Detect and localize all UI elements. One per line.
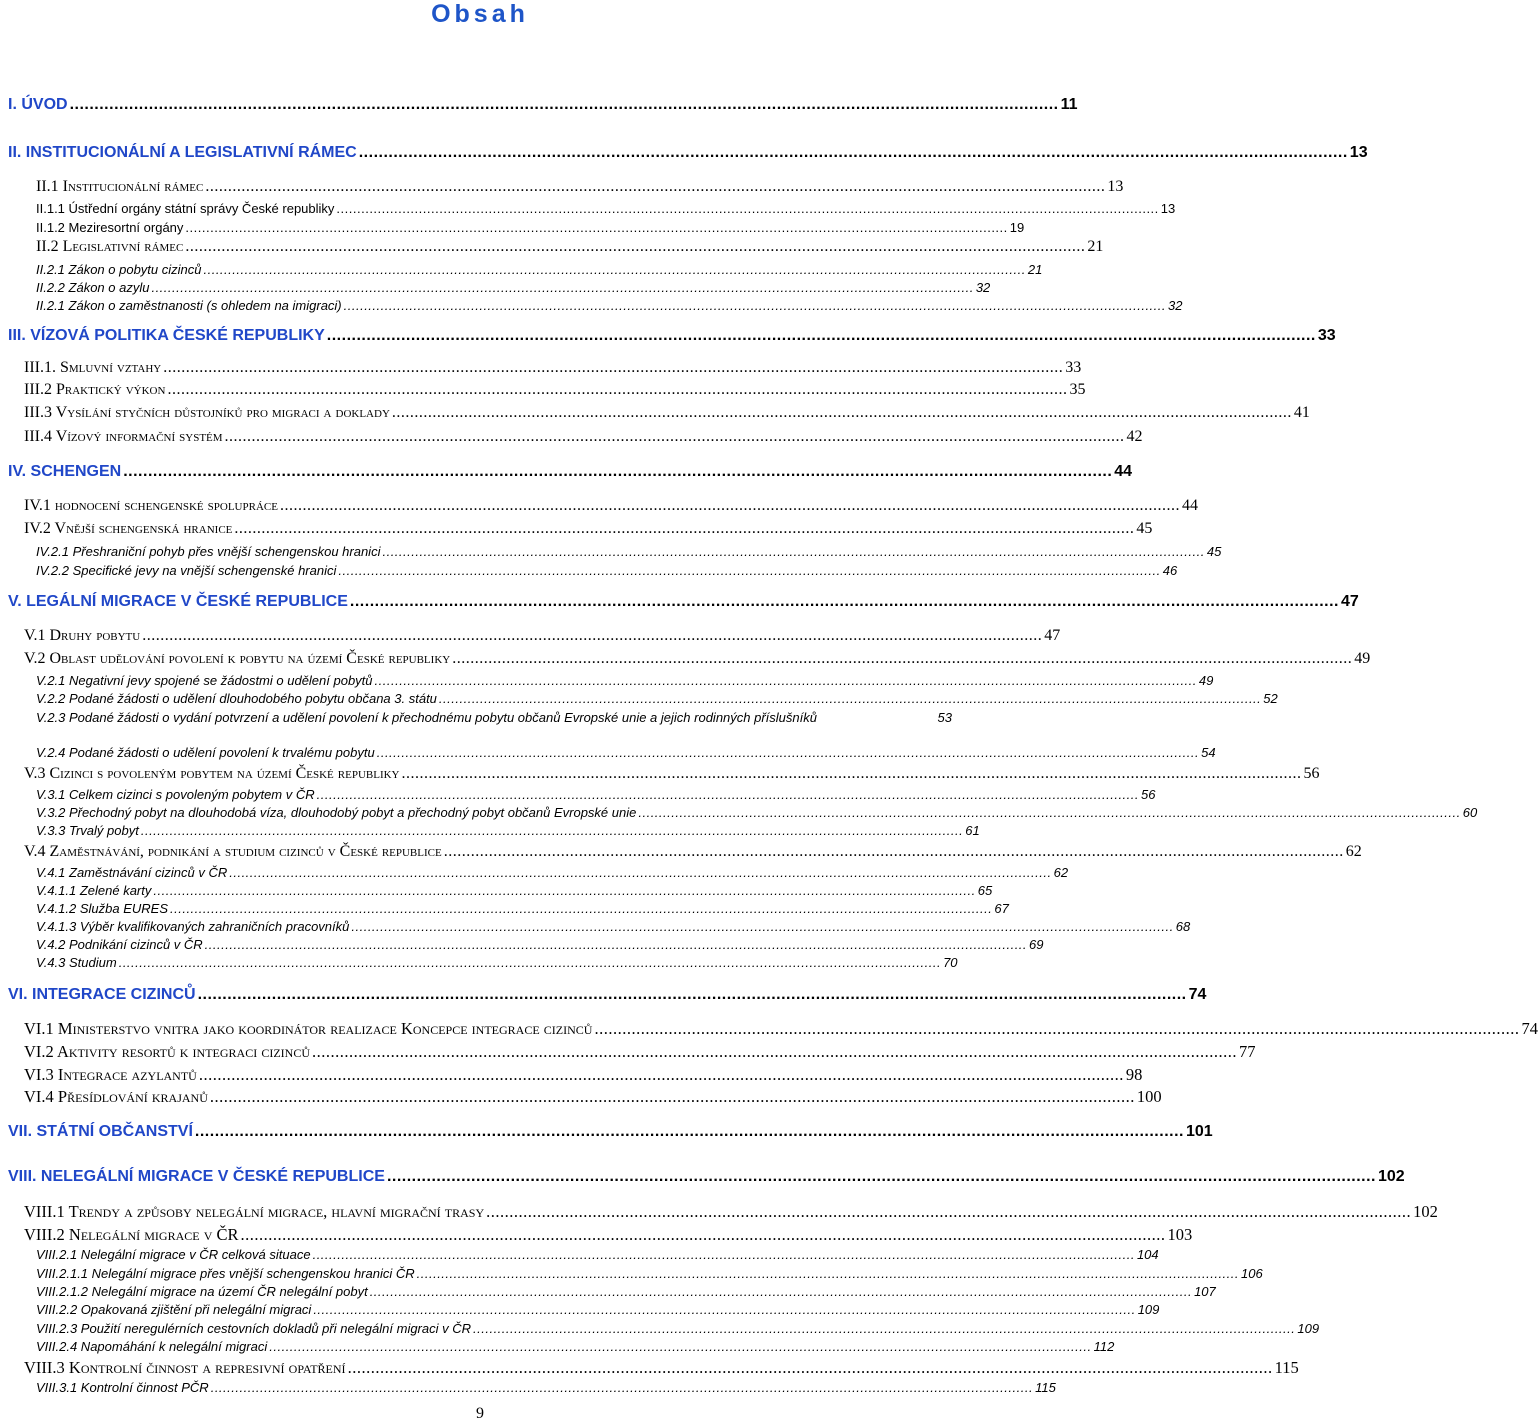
toc-section[interactable]: VI.1 Ministerstvo vnitra jako koordinátor realizace Koncepce integrace cizinců ........................................................................................................................................................................................................ 74 xyxy=(24,1019,1538,1038)
toc-subsection[interactable]: V.4.1.2 Služba EURES ........................................................................................................................................................................................................ 67 xyxy=(36,901,1009,916)
toc-page-number: 65 xyxy=(977,883,993,898)
toc-subsection[interactable]: V.2.2 Podané žádosti o udělení dlouhodobého pobytu občana 3. státu ........................................................................................................................................................................................................ 52 xyxy=(36,691,1278,706)
toc-label: VIII.2.1.2 Nelegální migrace na území ČR nelegální pobyt xyxy=(36,1284,368,1299)
toc-page-number: 68 xyxy=(1175,919,1191,934)
toc-chapter-2[interactable]: II. INSTITUCIONÁLNÍ A LEGISLATIVNÍ RÁMEC ........................................................................................................................................................................................................ 13 xyxy=(8,144,1368,161)
toc-label: V.4.1.1 Zelené karty xyxy=(36,883,152,898)
toc-label: VI. INTEGRACE CIZINCŮ xyxy=(8,986,196,1003)
toc-label: V.3.2 Přechodný pobyt na dlouhodobá víza, dlouhodobý pobyt a přechodný pobyt občanů Evropské unie xyxy=(36,805,637,820)
toc-section[interactable]: V.2 Oblast udělování povolení k pobytu na území České republiky ........................................................................................................................................................................................................ 49 xyxy=(24,650,1371,667)
toc-page-number: 106 xyxy=(1241,1266,1263,1281)
toc-label: III. VÍZOVÁ POLITIKA ČESKÉ REPUBLIKY xyxy=(8,327,325,344)
toc-page-number: 74 xyxy=(1521,1019,1538,1038)
toc-page-number: 67 xyxy=(994,901,1009,916)
toc-section[interactable]: II.1 Institucionální rámec ........................................................................................................................................................................................................ 13 xyxy=(36,178,1124,195)
toc-chapter-8[interactable]: VIII. NELEGÁLNÍ MIGRACE V ČESKÉ REPUBLICE ........................................................................................................................................................................................................ 102 xyxy=(8,1168,1405,1185)
toc-label: VIII.2.3 Použití neregulérních cestovních dokladů při nelegální migraci v ČR xyxy=(36,1321,472,1336)
toc-label: II.1 Institucionální rámec xyxy=(36,178,204,195)
toc-section[interactable]: V.4 Zaměstnávání, podnikání a studium cizinců v České republice ........................................................................................................................................................................................................ 62 xyxy=(24,843,1362,860)
toc-label: V.2.4 Podané žádosti o udělení povolení k trvalému pobytu xyxy=(36,745,375,760)
toc-page-number: 74 xyxy=(1188,986,1207,1003)
toc-page-number: 42 xyxy=(1126,428,1143,445)
toc-label: I. ÚVOD xyxy=(8,96,68,113)
toc-section[interactable]: II.2 Legislativní rámec ........................................................................................................................................................................................................ 21 xyxy=(36,238,1104,255)
toc-subsection[interactable]: VIII.2.1.2 Nelegální migrace na území ČR nelegální pobyt ........................................................................................................................................................................................................ 107 xyxy=(36,1284,1216,1299)
toc-label: VIII.2.1.1 Nelegální migrace přes vnější schengenskou hranici ČR xyxy=(36,1266,415,1281)
toc-label: V.4 Zaměstnávání, podnikání a studium cizinců v České republice xyxy=(24,843,442,860)
toc-page-number: 102 xyxy=(1413,1202,1438,1221)
toc-subsection[interactable]: VIII.2.2 Opakovaná zjištění při nelegální migraci ........................................................................................................................................................................................................ 109 xyxy=(36,1302,1160,1317)
toc-page-number: 115 xyxy=(1274,1358,1299,1377)
toc-page-number: 11 xyxy=(1060,96,1078,113)
toc-page-number: 44 xyxy=(1181,497,1198,514)
toc-label: V.4.1.3 Výběr kvalifikovaných zahraničních pracovníků xyxy=(36,919,350,934)
toc-page-number: 33 xyxy=(1317,327,1336,344)
toc-page-number: 47 xyxy=(1044,627,1061,644)
toc-page-number: 69 xyxy=(1029,937,1044,952)
toc-page-number: 100 xyxy=(1136,1087,1162,1106)
toc-label: V.4.2 Podnikání cizinců v ČR xyxy=(36,937,203,952)
toc-label: III.1. Smluvní vztahy xyxy=(24,359,162,376)
toc-section[interactable]: III.4 Vízový informační systém ........................................................................................................................................................................................................ 42 xyxy=(24,428,1143,445)
toc-subsection[interactable]: II.1.2 Meziresortní orgány ........................................................................................................................................................................................................ 19 xyxy=(36,220,1025,235)
toc-label: VI.1 Ministerstvo vnitra jako koordinátor realizace Koncepce integrace cizinců xyxy=(24,1019,593,1038)
toc-label: IV. SCHENGEN xyxy=(8,463,122,480)
toc-subsection[interactable]: V.3.1 Celkem cizinci s povoleným pobytem v ČR ........................................................................................................................................................................................................ 56 xyxy=(36,787,1156,802)
toc-page-number: 107 xyxy=(1194,1284,1216,1299)
toc-section[interactable]: VI.2 Aktivity resortů k integraci cizinců ........................................................................................................................................................................................................ 77 xyxy=(24,1042,1256,1061)
toc-label: VIII.2.2 Opakovaná zjištění při nelegální migraci xyxy=(36,1302,312,1317)
toc-section[interactable]: III.3 Vysílání styčních důstojníků pro migraci a doklady ........................................................................................................................................................................................................ 41 xyxy=(24,404,1310,421)
toc-subsection[interactable]: VIII.2.1 Nelegální migrace v ČR celková situace ........................................................................................................................................................................................................ 104 xyxy=(36,1247,1159,1262)
toc-label: V.3.3 Trvalý pobyt xyxy=(36,823,139,838)
toc-subsection[interactable]: VIII.3.1 Kontrolní činnost PČR ........................................................................................................................................................................................................ 115 xyxy=(36,1380,1056,1395)
toc-page-number: 54 xyxy=(1201,745,1216,760)
toc-subsection[interactable]: V.2.1 Negativní jevy spojené se žádostmi o udělení pobytů ........................................................................................................................................................................................................ 49 xyxy=(36,673,1214,688)
toc-subsection[interactable]: V.4.1.1 Zelené karty ........................................................................................................................................................................................................ 65 xyxy=(36,883,993,898)
toc-page-number: 41 xyxy=(1293,404,1310,421)
toc-subsection[interactable]: V.3.2 Přechodný pobyt na dlouhodobá víza, dlouhodobý pobyt a přechodný pobyt občanů Evropské unie ........................................................................................................................................................................................................ 60 xyxy=(36,805,1478,820)
toc-label: VIII.2.1 Nelegální migrace v ČR celková situace xyxy=(36,1247,311,1262)
toc-page-number: 46 xyxy=(1162,563,1178,578)
toc-label: V.3.1 Celkem cizinci s povoleným pobytem v ČR xyxy=(36,787,315,802)
toc-page-number: 61 xyxy=(965,823,980,838)
toc-label: V.2 Oblast udělování povolení k pobytu na území České republiky xyxy=(24,650,451,667)
toc-section[interactable]: IV.2 Vnější schengenská hranice ........................................................................................................................................................................................................ 45 xyxy=(24,520,1153,537)
toc-section[interactable]: V.1 Druhy pobytu ........................................................................................................................................................................................................ 47 xyxy=(24,627,1061,644)
toc-label: VI.3 Integrace azylantů xyxy=(24,1065,197,1084)
toc-page-number: 33 xyxy=(1065,359,1082,376)
toc-page-number: 44 xyxy=(1114,463,1133,480)
toc-page-number: 102 xyxy=(1378,1168,1405,1185)
toc-page-number: 62 xyxy=(1053,865,1069,880)
toc-label: V. LEGÁLNÍ MIGRACE V ČESKÉ REPUBLICE xyxy=(8,593,348,610)
toc-page-number: 109 xyxy=(1297,1321,1320,1336)
toc-label: VII. STÁTNÍ OBČANSTVÍ xyxy=(8,1123,193,1140)
toc-label: IV.2.2 Specifické jevy na vnější schengenské hranici xyxy=(36,563,337,578)
toc-subsection[interactable]: V.4.1.3 Výběr kvalifikovaných zahraničních pracovníků ........................................................................................................................................................................................................ 68 xyxy=(36,919,1191,934)
toc-page-number: 45 xyxy=(1206,544,1222,559)
toc-section[interactable]: III.1. Smluvní vztahy ........................................................................................................................................................................................................ 33 xyxy=(24,359,1082,376)
toc-page-number: 112 xyxy=(1093,1339,1115,1354)
toc-label: II.2 Legislativní rámec xyxy=(36,238,184,255)
page-title: Obsah xyxy=(431,0,529,28)
toc-label: V.1 Druhy pobytu xyxy=(24,627,141,644)
toc-label: VIII.3 Kontrolní činnost a represivní opatření xyxy=(24,1358,346,1377)
toc-label: V.4.3 Studium xyxy=(36,955,117,970)
toc-page-number: 13 xyxy=(1107,178,1124,195)
toc-page-number: 56 xyxy=(1303,765,1320,782)
toc-section[interactable]: III.2 Praktický výkon ........................................................................................................................................................................................................ 35 xyxy=(24,381,1086,398)
toc-label: V.2.1 Negativní jevy spojené se žádostmi o udělení pobytů xyxy=(36,673,373,688)
toc-page-number: 62 xyxy=(1345,843,1362,860)
toc-page-number: 32 xyxy=(975,280,991,295)
toc-page-number: 104 xyxy=(1136,1247,1159,1262)
toc-label: VIII.1 Trendy a způsoby nelegální migrace, hlavní migrační trasy xyxy=(24,1202,485,1221)
toc-page-number: 77 xyxy=(1239,1042,1256,1061)
toc-page-number: 45 xyxy=(1136,520,1153,537)
toc-subsection[interactable]: VIII.2.1.1 Nelegální migrace přes vnější schengenskou hranici ČR ........................................................................................................................................................................................................ 106 xyxy=(36,1266,1263,1281)
toc-subsection[interactable] xyxy=(36,709,952,727)
toc-page-number: 21 xyxy=(1027,262,1043,277)
page-number: 9 xyxy=(476,1405,484,1422)
toc-label: V.2.3 Podané žádosti o vydání potvrzení a udělení povolení k přechodnému pobytu občanů Evropské unie a jejich rodinných příslušníků xyxy=(36,710,817,725)
toc-page-number: 70 xyxy=(943,955,958,970)
toc-section[interactable]: VI.3 Integrace azylantů ........................................................................................................................................................................................................ 98 xyxy=(24,1065,1143,1084)
toc-label: VIII. NELEGÁLNÍ MIGRACE V ČESKÉ REPUBLICE xyxy=(8,1168,385,1185)
toc-label: V.4.1.2 Služba EURES xyxy=(36,901,168,916)
toc-label: IV.2.1 Přeshraniční pohyb přes vnější schengenskou hranici xyxy=(36,544,381,559)
toc-subsection[interactable]: V.4.2 Podnikání cizinců v ČR ........................................................................................................................................................................................................ 69 xyxy=(36,937,1044,952)
toc-subsection[interactable]: VIII.2.4 Napomáhání k nelegální migraci ........................................................................................................................................................................................................ 112 xyxy=(36,1339,1115,1354)
toc-label: V.2.2 Podané žádosti o udělení dlouhodobého pobytu občana 3. státu xyxy=(36,691,437,706)
toc-page-number: 47 xyxy=(1340,593,1359,610)
toc-label: IV.1 hodnocení schengenské spolupráce xyxy=(24,497,278,514)
toc-section[interactable]: V.3 Cizinci s povoleným pobytem na území České republiky ........................................................................................................................................................................................................ 56 xyxy=(24,765,1320,782)
toc-page-number: 56 xyxy=(1141,787,1156,802)
toc-chapter-1[interactable]: I. ÚVOD ........................................................................................................................................................................................................ 11 xyxy=(8,96,1078,113)
toc-page-number: 109 xyxy=(1137,1302,1160,1317)
toc-label: II.2.2 Zákon o azylu xyxy=(36,280,150,295)
toc-section[interactable]: IV.1 hodnocení schengenské spolupráce ........................................................................................................................................................................................................ 44 xyxy=(24,497,1198,514)
toc-page-number: 21 xyxy=(1087,238,1104,255)
toc-page-number: 98 xyxy=(1125,1065,1143,1084)
toc-subsection[interactable]: V.4.1 Zaměstnávání cizinců v ČR ........................................................................................................................................................................................................ 62 xyxy=(36,865,1069,880)
toc-label: VIII.2.4 Napomáhání k nelegální migraci xyxy=(36,1339,268,1354)
toc-section[interactable]: VI.4 Přesídlování krajanů ........................................................................................................................................................................................................ 100 xyxy=(24,1087,1162,1106)
toc-page-number: 115 xyxy=(1035,1380,1056,1395)
toc-subsection[interactable]: V.4.3 Studium ........................................................................................................................................................................................................ 70 xyxy=(36,955,958,970)
toc-label: VI.4 Přesídlování krajanů xyxy=(24,1087,208,1106)
toc-label: II.2.1 Zákon o zaměstnanosti (s ohledem na imigraci) xyxy=(36,298,342,313)
toc-label: III.2 Praktický výkon xyxy=(24,381,166,398)
toc-chapter-7[interactable]: VII. STÁTNÍ OBČANSTVÍ ........................................................................................................................................................................................................ 101 xyxy=(8,1123,1213,1140)
toc-page-number: 60 xyxy=(1462,805,1478,820)
toc-subsection[interactable]: IV.2.1 Přeshraniční pohyb přes vnější schengenskou hranici ........................................................................................................................................................................................................ 45 xyxy=(36,544,1222,559)
toc-page-number: 32 xyxy=(1168,298,1183,313)
toc-chapter-6[interactable]: VI. INTEGRACE CIZINCŮ ........................................................................................................................................................................................................ 74 xyxy=(8,986,1207,1003)
toc-page-number: 103 xyxy=(1167,1225,1193,1244)
toc-page-number: 13 xyxy=(1349,144,1368,161)
toc-subsection[interactable]: II.2.1 Zákon o zaměstnanosti (s ohledem na imigraci) ........................................................................................................................................................................................................ 32 xyxy=(36,298,1183,313)
toc-page-number: 13 xyxy=(1160,201,1176,216)
toc-label: II.1.1 Ústřední orgány státní správy České republiky xyxy=(36,201,335,216)
toc-page-number: 52 xyxy=(1263,691,1278,706)
toc-label: II.2.1 Zákon o pobytu cizinců xyxy=(36,262,202,277)
toc-subsection[interactable]: IV.2.2 Specifické jevy na vnější schengenské hranici ........................................................................................................................................................................................................ 46 xyxy=(36,563,1178,578)
toc-chapter-3[interactable]: III. VÍZOVÁ POLITIKA ČESKÉ REPUBLIKY ........................................................................................................................................................................................................ 33 xyxy=(8,327,1336,344)
toc-page-number: 19 xyxy=(1009,220,1025,235)
toc-label: III.4 Vízový informační systém xyxy=(24,428,223,445)
toc-page-number: 49 xyxy=(1198,673,1214,688)
toc-label: VIII.2 Nelegální migrace v ČR xyxy=(24,1225,239,1244)
toc-chapter-4[interactable]: IV. SCHENGEN ........................................................................................................................................................................................................ 44 xyxy=(8,463,1133,480)
toc-page-number: 53 xyxy=(937,710,952,725)
toc-label: V.4.1 Zaměstnávání cizinců v ČR xyxy=(36,865,228,880)
toc-subsection[interactable]: II.1.1 Ústřední orgány státní správy České republiky ........................................................................................................................................................................................................ 13 xyxy=(36,201,1176,216)
toc-subsection[interactable]: VIII.2.3 Použití neregulérních cestovních dokladů při nelegální migraci v ČR ........................................................................................................................................................................................................ 109 xyxy=(36,1321,1320,1336)
toc-section[interactable]: VIII.2 Nelegální migrace v ČR ........................................................................................................................................................................................................ 103 xyxy=(24,1225,1193,1244)
toc-chapter-5[interactable]: V. LEGÁLNÍ MIGRACE V ČESKÉ REPUBLICE ........................................................................................................................................................................................................ 47 xyxy=(8,593,1359,610)
toc-label: II.1.2 Meziresortní orgány xyxy=(36,220,184,235)
toc-subsection[interactable]: II.2.1 Zákon o pobytu cizinců ........................................................................................................................................................................................................ 21 xyxy=(36,262,1043,277)
toc-section[interactable]: VIII.3 Kontrolní činnost a represivní opatření ........................................................................................................................................................................................................ 115 xyxy=(24,1358,1299,1377)
toc-page-number: 101 xyxy=(1185,1123,1213,1140)
toc-label: V.3 Cizinci s povoleným pobytem na území České republiky xyxy=(24,765,400,782)
toc-label: VI.2 Aktivity resortů k integraci cizinců xyxy=(24,1042,311,1061)
toc-label: VIII.3.1 Kontrolní činnost PČR xyxy=(36,1380,209,1395)
toc-label: II. INSTITUCIONÁLNÍ A LEGISLATIVNÍ RÁMEC xyxy=(8,144,357,161)
toc-label: IV.2 Vnější schengenská hranice xyxy=(24,520,233,537)
toc-page-number: 35 xyxy=(1069,381,1086,398)
toc-subsection[interactable]: V.2.4 Podané žádosti o udělení povolení k trvalému pobytu ........................................................................................................................................................................................................ 54 xyxy=(36,745,1216,760)
toc-subsection[interactable]: II.2.2 Zákon o azylu ........................................................................................................................................................................................................ 32 xyxy=(36,280,991,295)
toc-section[interactable]: VIII.1 Trendy a způsoby nelegální migrace, hlavní migrační trasy ........................................................................................................................................................................................................ 102 xyxy=(24,1202,1438,1221)
toc-page-number: 49 xyxy=(1354,650,1371,667)
toc-label: III.3 Vysílání styčních důstojníků pro migraci a doklady xyxy=(24,404,390,421)
toc-subsection[interactable]: V.3.3 Trvalý pobyt ........................................................................................................................................................................................................ 61 xyxy=(36,823,980,838)
